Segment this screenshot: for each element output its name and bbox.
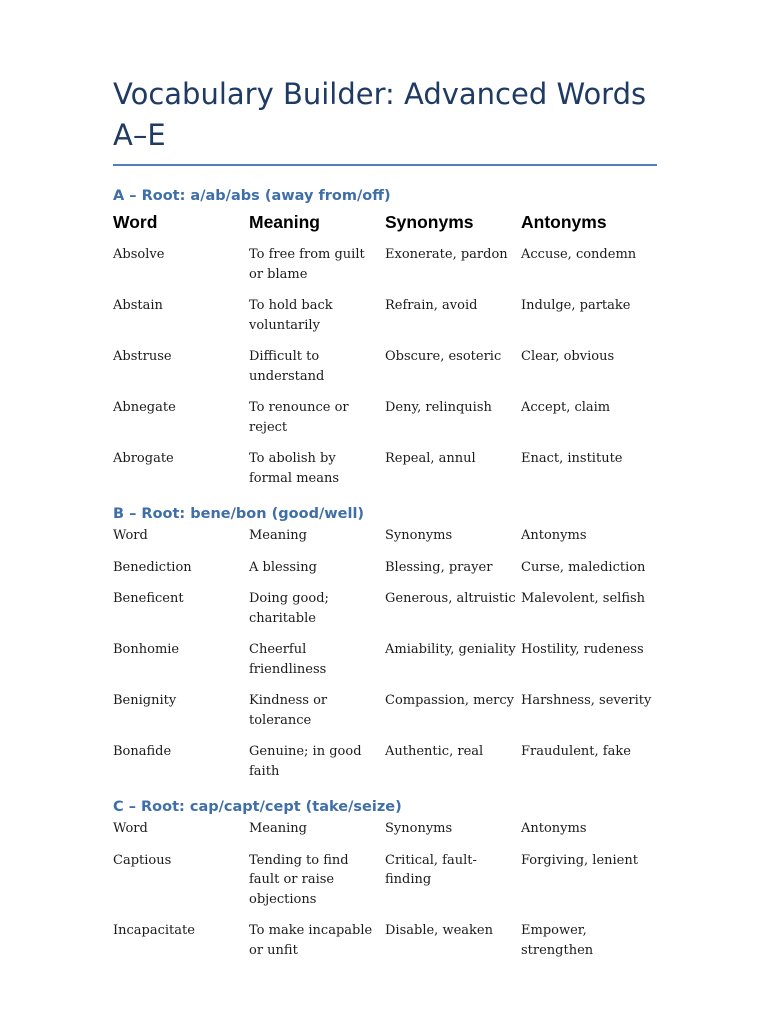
section-heading-b: B – Root: bene/bon (good/well) [113,506,365,522]
word-cell: Benignity [113,693,177,708]
meaning-cell: To hold back voluntarily [249,298,333,333]
table-row [113,691,657,742]
antonyms-cell: Indulge, partake [521,298,631,313]
antonyms-cell: Hostility, rudeness [521,642,644,657]
synonyms-cell: Disable, weaken [385,923,493,938]
word-cell: Absolve [113,247,165,262]
meaning-cell: To make incapable or unfit [249,923,373,958]
word-cell: Abstain [113,298,163,313]
column-header-synonyms: Synonyms [385,821,453,836]
word-cell: Abstruse [113,349,172,364]
antonyms-cell: Fraudulent, fake [521,744,631,759]
column-header-word: Word [113,821,148,836]
synonyms-cell: Obscure, esoteric [385,349,502,364]
word-cell: Benediction [113,559,192,575]
column-header-synonyms: Synonyms [385,212,474,232]
synonyms-cell: Refrain, avoid [385,298,478,313]
meaning-cell: To renounce or reject [249,400,349,435]
meaning-cell: Tending to find fault or raise objections [249,852,349,907]
antonyms-cell: Accuse, condemn [521,247,637,262]
document-page [113,74,657,972]
synonyms-cell: Compassion, mercy [385,693,514,708]
table-row [113,558,657,590]
column-header-meaning: Meaning [249,528,307,543]
antonyms-cell: Accept, claim [521,400,611,415]
antonyms-cell: Malevolent, selfish [521,591,646,606]
vocab-table-c [113,817,657,972]
table-row [113,296,657,347]
antonyms-cell: Forgiving, lenient [521,852,638,868]
column-header-antonyms: Antonyms [521,212,607,232]
synonyms-cell: Authentic, real [385,744,484,759]
word-cell: Incapacitate [113,923,195,938]
column-header-synonyms: Synonyms [385,528,453,543]
table-row [113,742,657,793]
antonyms-cell: Enact, institute [521,451,623,466]
meaning-cell: To free from guilt or blame [249,247,365,282]
synonyms-cell: Repeal, annul [385,451,476,466]
antonyms-cell: Clear, obvious [521,349,615,364]
word-cell: Abnegate [113,400,176,415]
synonyms-cell: Generous, altruistic [385,591,516,606]
meaning-cell: Cheerful friendliness [249,642,327,677]
meaning-cell: Kindness or tolerance [249,693,328,728]
word-cell: Beneficent [113,591,184,606]
meaning-cell: Genuine; in good faith [249,744,362,779]
meaning-cell: Difficult to understand [249,349,325,384]
vocab-table-b [113,524,657,793]
column-header-word: Word [113,528,148,543]
table-row [113,921,657,972]
page-title: Vocabulary Builder: Advanced Words A–E [113,74,657,166]
antonyms-cell: Curse, malediction [521,559,646,575]
table-row [113,589,657,640]
antonyms-cell: Harshness, severity [521,693,652,708]
table-header-row [113,524,657,558]
table-row [113,640,657,691]
section-heading-c: C – Root: cap/capt/cept (take/seize) [113,799,402,815]
column-header-antonyms: Antonyms [521,821,587,836]
column-header-meaning: Meaning [249,212,320,232]
synonyms-cell: Critical, fault-finding [385,852,477,887]
table-header-row [113,817,657,851]
synonyms-cell: Amiability, geniality [385,642,516,657]
synonyms-cell: Blessing, prayer [385,559,493,575]
meaning-cell: Doing good; charitable [249,591,329,626]
meaning-cell: To abolish by formal means [249,451,340,486]
vocab-table-a [113,206,657,500]
synonyms-cell: Exonerate, pardon [385,247,508,262]
column-header-word: Word [113,212,158,232]
column-header-meaning: Meaning [249,821,307,836]
table-row [113,449,657,500]
word-cell: Bonhomie [113,642,180,657]
section-heading-a: A – Root: a/ab/abs (away from/off) [113,188,391,204]
meaning-cell: A blessing [249,559,317,575]
word-cell: Bonafide [113,744,172,759]
table-header-row [113,206,657,245]
table-row [113,851,657,922]
table-row [113,245,657,296]
table-row [113,398,657,449]
antonyms-cell: Empower, strengthen [521,923,594,958]
word-cell: Abrogate [113,451,174,466]
column-header-antonyms: Antonyms [521,528,587,543]
synonyms-cell: Deny, relinquish [385,400,492,415]
table-row [113,347,657,398]
word-cell: Captious [113,852,172,868]
